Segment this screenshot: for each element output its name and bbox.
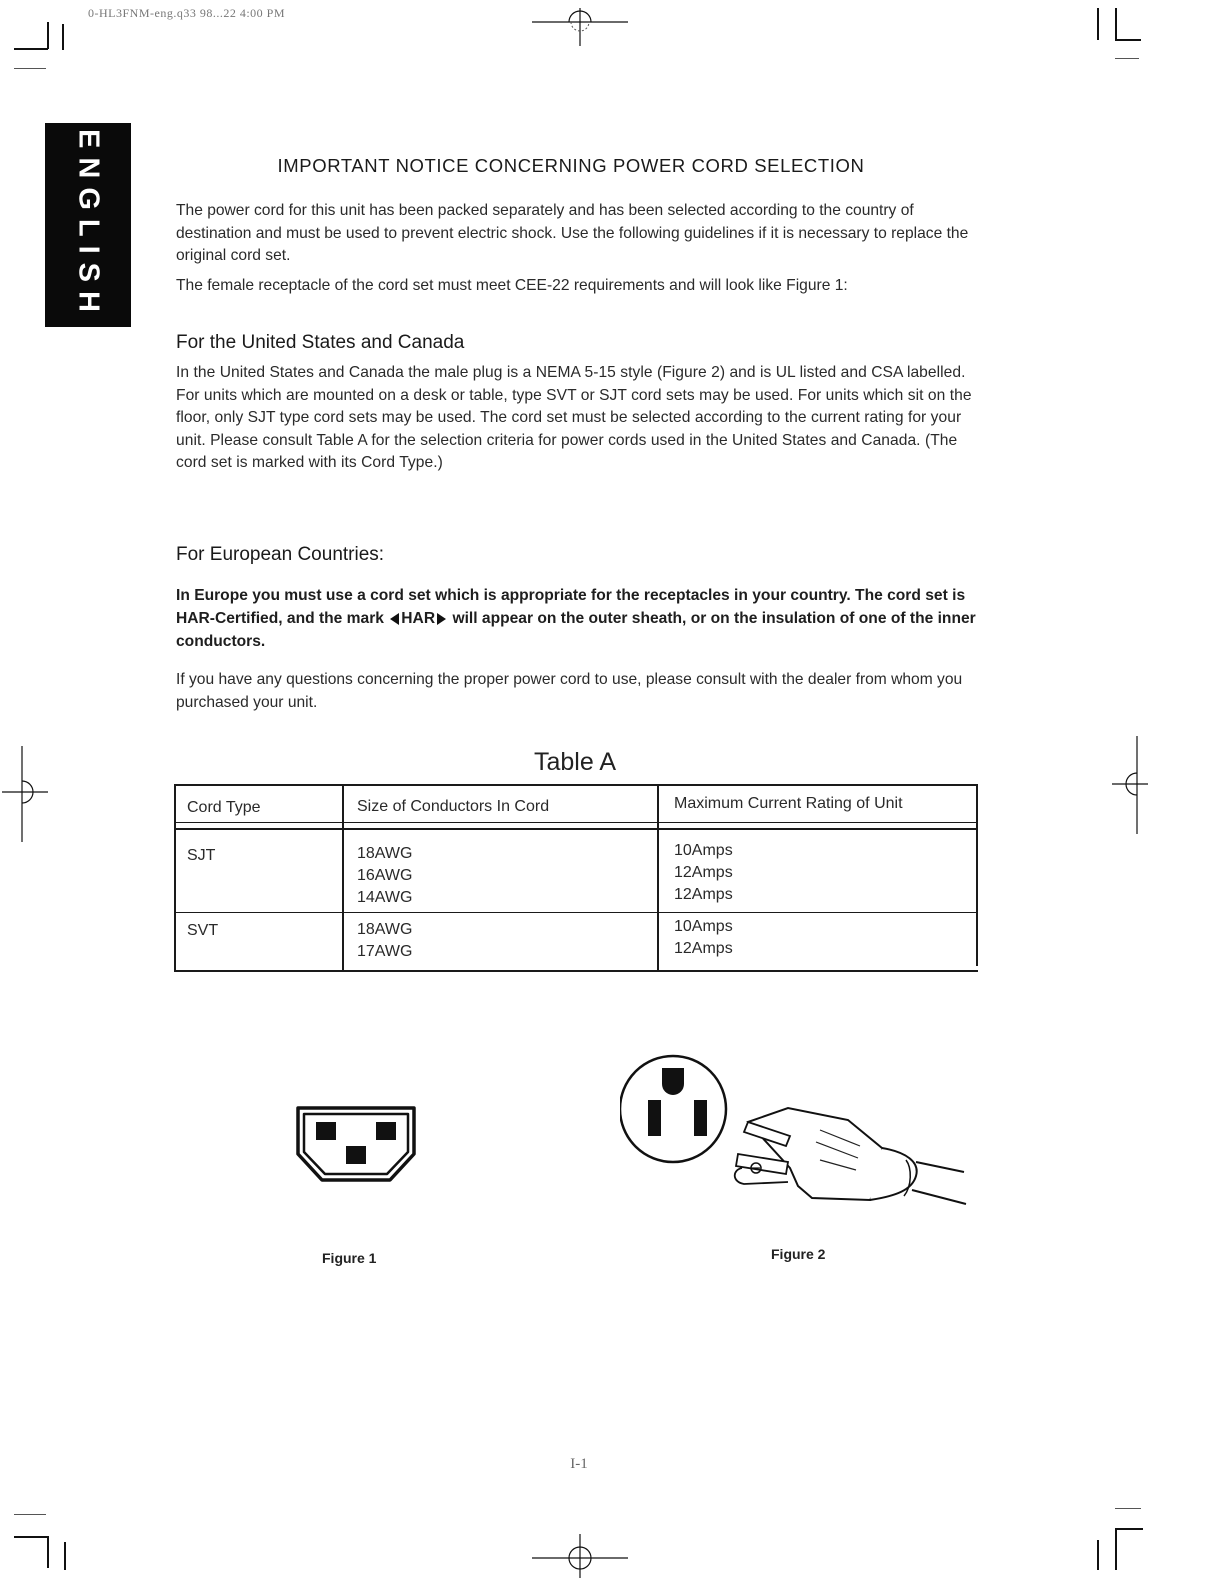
us-canada-paragraph: In the United States and Canada the male plug is a NEMA 5-15 style (Figure 2) and is UL listed and CSA labelled. For units which are mounted on a desk or table, type SVT or SJT cord sets may be used. For units which sit on the floor, only SJT type cord sets may be used. The cord set must be selected according to the current rating for your unit. Please consult Table A for the selection criteria for power cords used in the United States and Canada. (The cord set is marked with its Cord Type.)	[176, 364, 972, 471]
figure-2-caption: Figure 2	[771, 1246, 826, 1262]
receptacle-paragraph: The female receptacle of the cord set must meet CEE-22 requirements and will look like Figure 1:	[176, 277, 848, 294]
row-sjt-rating-3: 12Amps	[674, 886, 733, 903]
har-mark: HAR	[401, 610, 436, 627]
row-sjt-size-2: 16AWG	[357, 867, 413, 884]
print-slug: 0-HL3FNM-eng.q33 98...22 4:00 PM	[88, 6, 286, 20]
nema-5-15-plug-figure	[620, 1050, 970, 1210]
row-sjt-rating-2: 12Amps	[674, 864, 733, 881]
row-sjt-size-1: 18AWG	[357, 845, 413, 862]
cee22-receptacle-figure	[294, 1104, 418, 1184]
language-tab-label: ENGLISH	[72, 129, 105, 321]
row-svt-rating-1: 10Amps	[674, 918, 733, 935]
row-svt-size-1: 18AWG	[357, 921, 413, 938]
questions-paragraph: If you have any questions concerning the proper power cord to use, please consult with the dealer from whom you purchased your unit.	[176, 671, 963, 711]
row-svt-size-2: 17AWG	[357, 943, 413, 960]
table-title: Table A	[533, 748, 616, 776]
header-current-rating: Maximum Current Rating of Unit	[674, 795, 903, 812]
row-sjt-type: SJT	[187, 847, 216, 864]
europe-body-start: In Europe you must use a cord set which is appropriate for the receptacles in your country. The cord set is HAR-Certified, and the mark	[176, 587, 966, 627]
page-title: IMPORTANT NOTICE CONCERNING POWER CORD SELECTION	[277, 155, 865, 176]
row-sjt-size-3: 14AWG	[357, 889, 413, 906]
us-canada-heading: For the United States and Canada	[176, 332, 465, 353]
row-svt-rating-2: 12Amps	[674, 940, 733, 957]
har-left-arrow-icon	[390, 613, 399, 625]
europe-body-end: will appear on the outer sheath, or on the insulation of one of the inner conductors.	[176, 610, 976, 650]
europe-heading: For European Countries:	[176, 544, 385, 565]
figure-1-caption: Figure 1	[322, 1250, 377, 1266]
registration-mark-bottom	[528, 1530, 632, 1580]
row-svt-type: SVT	[187, 922, 219, 939]
intro-paragraph: The power cord for this unit has been packed separately and has been selected according to the country of destination and must be used to prevent electric shock. Use the following guidelines if it is necessary to replace the original cord set.	[176, 202, 969, 264]
registration-mark-top	[528, 4, 632, 48]
har-right-arrow-icon	[437, 613, 446, 625]
header-conductor-size: Size of Conductors In Cord	[357, 798, 550, 815]
page-number: I-1	[570, 1456, 588, 1472]
europe-paragraph	[176, 584, 986, 653]
language-tab	[45, 123, 131, 327]
cord-selection-table	[174, 784, 978, 972]
row-sjt-rating-1: 10Amps	[674, 842, 733, 859]
header-cord-type: Cord Type	[187, 799, 261, 816]
